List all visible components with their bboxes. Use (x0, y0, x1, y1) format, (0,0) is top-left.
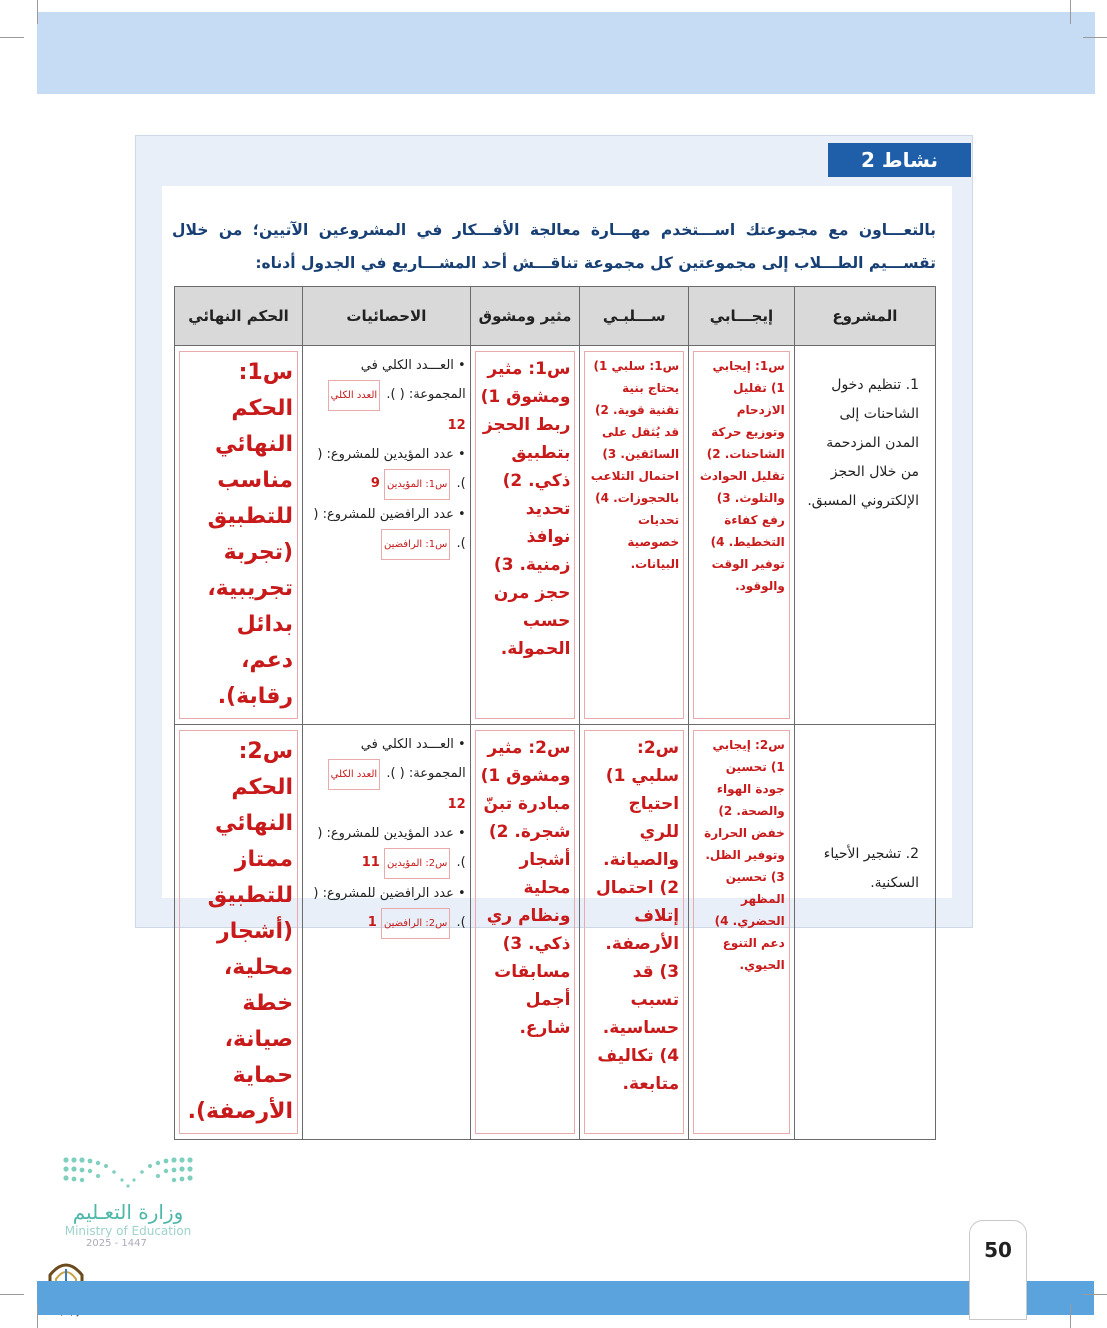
statistics-cell (303, 346, 471, 725)
interesting-cell (470, 346, 580, 725)
interesting-answer: س1: مثير ومشوق 1) ربط الحجز بتطبيق ذكي. 2) تحديد نوافذ زمنية. 3) حجز مرن حسب الحمولة. (475, 351, 576, 719)
crop-mark-top-left-h (0, 37, 24, 38)
interesting-answer: س2: مثير ومشوق 1) مبادرة تبنّ شجرة. 2) أشجار محلية ونظام ري ذكي. 3) مسابقات أجمل شارع. (475, 730, 576, 1134)
stat-total-tag: العدد الكلي (328, 380, 381, 411)
ministry-dots-icon (58, 1152, 198, 1196)
crop-mark-bottom-left-h (0, 1294, 24, 1295)
footer-bar (37, 1281, 971, 1315)
ministry-year: 2025 - 1447 (86, 1238, 147, 1249)
stat-total: • العـــدد الكلي في المجموعة: ( ). العدد الكلي 12 (307, 730, 466, 819)
negative-cell (580, 346, 689, 725)
page-number: 50 (969, 1220, 1027, 1320)
stat-total-tag: العدد الكلي (328, 759, 381, 790)
statistics-cell (303, 725, 471, 1140)
project-text: 2. تشجير الأحياء السكنية. (823, 846, 919, 891)
project-cell (794, 346, 935, 725)
projects-table (174, 286, 936, 1140)
crop-mark-top-right-h (1083, 37, 1107, 38)
stat-rejecters-value: 1 (367, 915, 377, 930)
stat-supporters-tag: س2: المؤيدين (384, 848, 450, 879)
negative-cell (580, 725, 689, 1140)
ministry-name-english: Ministry of Education (64, 1224, 192, 1238)
positive-answer: س2: إيجابي 1) تحسين جودة الهواء والصحة. 2) خفض الحرارة وتوفير الظل. 3) تحسين المظهر الحضري. 4) دعم التنوع الحيوي. (693, 730, 790, 1134)
verdict-answer: س2: الحكم النهائي ممتاز للتطبيق (أشجار محلية، خطة صيانة، حماية الأرصفة). (179, 730, 298, 1134)
header-positive: إيجـــابي (689, 287, 795, 346)
table-row (175, 725, 936, 1140)
header-project: المشروع (794, 287, 935, 346)
verdict-cell (175, 346, 303, 725)
stat-supporters-tag: س1: المؤيدين (384, 469, 450, 500)
stat-supporters: • عدد المؤيدين للمشروع: ( ). س1: المؤيدين 9 (307, 440, 466, 500)
project-cell (794, 725, 935, 1140)
activity-instructions: بالتعـــاون مع مجموعتك اســـتخدم مهـــارة معالجة الأفـــكار في المشروعين الآتيين؛ من خلال تقســـيم الطـــلاب إلى مجموعتين كل مجموعة تناقـــش أحد المشـــاريع في الجدول أدناه: (172, 221, 936, 272)
stat-supporters-value: 9 (370, 476, 380, 491)
stat-supporters-value: 11 (361, 855, 380, 870)
negative-answer: س1: سلبي 1) يحتاج بنية تقنية قوية. 2) قد يُثقل على السائقين. 3) احتمال التلاعب بالحجوزات. 4) تحديات خصوصية البيانات. (584, 351, 684, 719)
stat-rejecters: • عدد الرافضين للمشروع: ( ). س2: الرافضين 1 (307, 879, 466, 939)
stat-total: • العـــدد الكلي في المجموعة: ( ). العدد الكلي 12 (307, 351, 466, 440)
positive-cell (689, 346, 795, 725)
crop-mark-bottom-left (37, 1304, 38, 1328)
positive-answer: س1: إيجابي 1) تقليل الازدحام وتوزيع حركة الشاحنات. 2) تقليل الحوادث والتلوث. 3) رفع كفاءة التخطيط. 4) توفير الوقت والوقود. (693, 351, 790, 719)
stat-rejecters-tag: س1: الرافضين (381, 529, 450, 560)
crop-mark-bottom-right-h (1083, 1294, 1107, 1295)
header-verdict: الحكم النهائي (175, 287, 303, 346)
stat-total-value: 12 (447, 418, 466, 433)
stat-total-value: 12 (447, 797, 466, 812)
table-row (175, 346, 936, 725)
header-interesting: مثير ومشوق (470, 287, 580, 346)
crop-mark-bottom-right (1070, 1304, 1071, 1328)
project-text: 1. تنظيم دخول الشاحنات إلى المدن المزدحمة من خلال الحجز الإلكتروني المسبق. (807, 377, 919, 509)
ministry-logo (58, 1152, 198, 1249)
crop-mark-top-left (37, 0, 38, 24)
header-statistics: الاحصائيات (303, 287, 471, 346)
negative-answer: س2: سلبي 1) احتياج للري والصيانة. 2) احتمال إتلاف الأرصفة. 3) قد تسبب حساسية. 4) تكاليف متابعة. (584, 730, 684, 1134)
stat-supporters: • عدد المؤيدين للمشروع: ( ). س2: المؤيدين 11 (307, 819, 466, 879)
interesting-cell (470, 725, 580, 1140)
stat-rejecters: • عدد الرافضين للمشروع: ( ). س1: الرافضين (307, 500, 466, 560)
crop-mark-top-right (1070, 0, 1071, 24)
header-negative: ســـلبـي (580, 287, 689, 346)
stat-rejecters-tag: س2: الرافضين (381, 908, 450, 939)
top-color-band (37, 12, 1095, 94)
table-header-row (175, 287, 936, 346)
verdict-cell (175, 725, 303, 1140)
verdict-answer: س1: الحكم النهائي مناسب للتطبيق (تجربة تجريبية، بدائل دعم، رقابة). (179, 351, 298, 719)
footer-bar-right (1024, 1281, 1094, 1315)
positive-cell (689, 725, 795, 1140)
activity-title: نشاط 2 (828, 143, 971, 177)
ministry-name-arabic: وزارة التعـليم (72, 1200, 184, 1224)
